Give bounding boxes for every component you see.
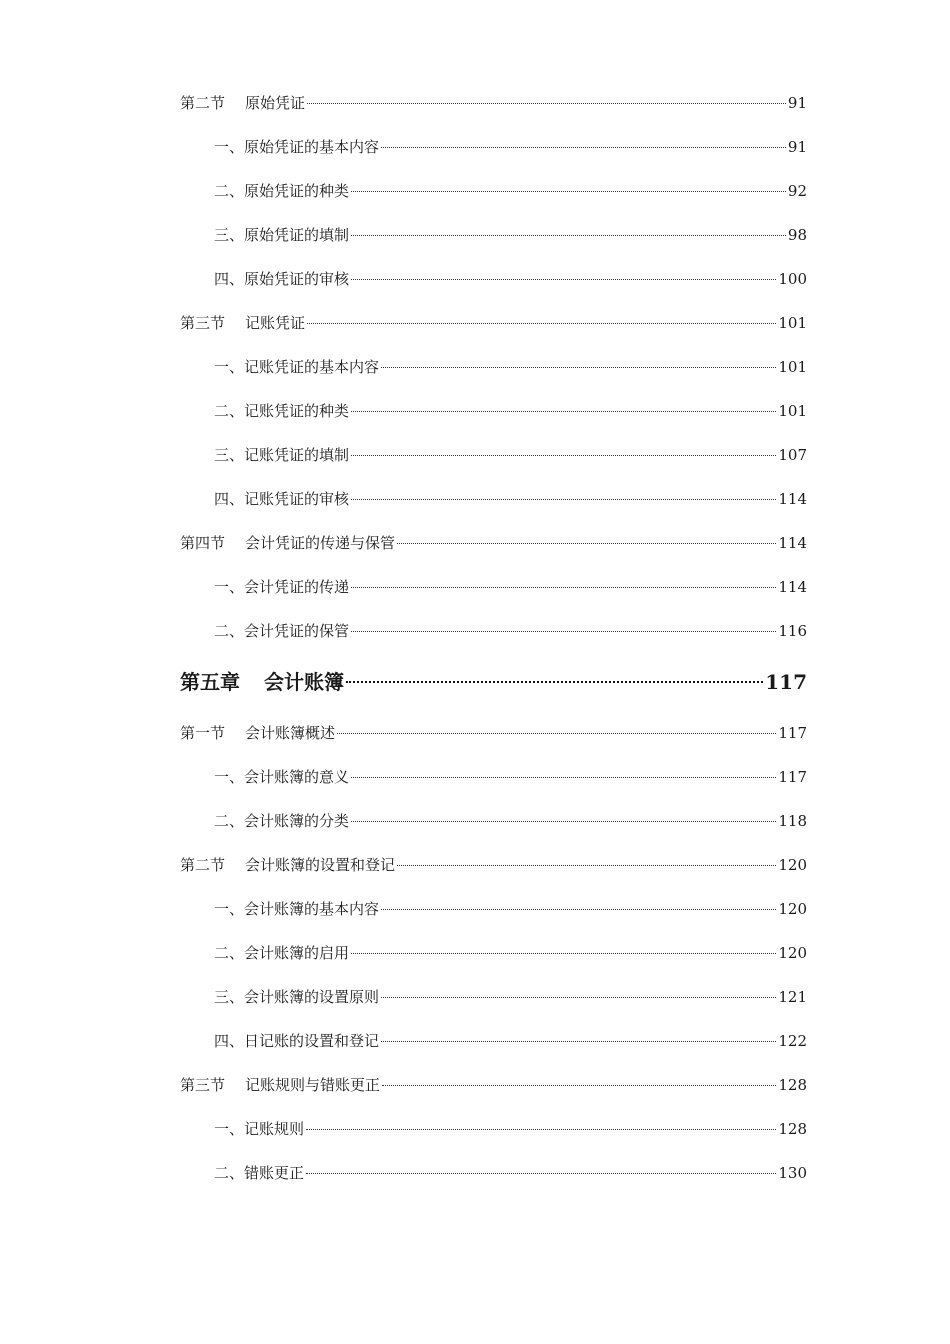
- toc-page-number: 121: [778, 988, 807, 1006]
- toc-entry-number: 第一节: [180, 724, 226, 742]
- toc-subsection-entry[interactable]: [180, 894, 807, 938]
- toc-page-number: 91: [787, 138, 807, 156]
- toc-page-number: 114: [778, 490, 807, 508]
- toc-section-entry[interactable]: [180, 850, 807, 894]
- toc-entry-number: 一、: [214, 138, 245, 156]
- toc-subsection-entry[interactable]: [180, 440, 807, 484]
- toc-dot-leader: [306, 1173, 776, 1174]
- toc-entry-title: 会计凭证的传递: [244, 578, 350, 596]
- toc-subsection-entry[interactable]: [180, 352, 807, 396]
- toc-entry-title: 会计账簿: [264, 670, 344, 694]
- toc-page-number: 100: [778, 270, 807, 288]
- toc-entry-title: 记账凭证的基本内容: [244, 358, 380, 376]
- toc-entry-number: 二、: [214, 944, 245, 962]
- toc-dot-leader: [307, 103, 786, 104]
- toc-subsection-entry[interactable]: [180, 220, 807, 264]
- toc-page-number: 107: [778, 446, 807, 464]
- toc-entry-number: 第五章: [180, 670, 240, 694]
- toc-subsection-entry[interactable]: [180, 762, 807, 806]
- toc-dot-leader: [351, 587, 776, 588]
- toc-page-number: 117: [765, 670, 807, 694]
- toc-page-number: 98: [787, 226, 807, 244]
- toc-entry-number: 第四节: [180, 534, 226, 552]
- toc-page-number: 120: [778, 900, 807, 918]
- toc-entry-title: 记账规则: [244, 1120, 305, 1138]
- toc-dot-leader: [351, 235, 786, 236]
- toc-entry-title: 会计账簿的启用: [244, 944, 350, 962]
- toc-dot-leader: [381, 147, 786, 148]
- toc-section-entry[interactable]: [180, 1070, 807, 1114]
- toc-entry-number: 第三节: [180, 314, 226, 332]
- toc-entry-number: 二、: [214, 622, 245, 640]
- toc-entry-title: 记账凭证: [245, 314, 306, 332]
- toc-entry-number: 三、: [214, 988, 245, 1006]
- toc-entry-number: 四、: [214, 1032, 245, 1050]
- toc-page-number: 128: [778, 1120, 807, 1138]
- toc-entry-number: 二、: [214, 1164, 245, 1182]
- toc-section-entry[interactable]: [180, 88, 807, 132]
- toc-subsection-entry[interactable]: [180, 1158, 807, 1202]
- toc-page-number: 101: [778, 314, 807, 332]
- toc-section-entry[interactable]: [180, 718, 807, 762]
- toc-subsection-entry[interactable]: [180, 176, 807, 220]
- toc-entry-number: 四、: [214, 490, 245, 508]
- toc-page-number: 128: [778, 1076, 807, 1094]
- toc-dot-leader: [382, 1085, 776, 1086]
- toc-section-entry[interactable]: [180, 308, 807, 352]
- toc-entry-number: 二、: [214, 812, 245, 830]
- toc-entry-number: 一、: [214, 768, 245, 786]
- toc-entry-number: 第二节: [180, 856, 226, 874]
- toc-entry-title: 原始凭证的填制: [244, 226, 350, 244]
- toc-page-number: 120: [778, 856, 807, 874]
- toc-dot-leader: [351, 279, 776, 280]
- toc-entry-title: 原始凭证: [245, 94, 306, 112]
- toc-dot-leader: [351, 821, 776, 822]
- toc-dot-leader: [351, 455, 776, 456]
- toc-entry-title: 错账更正: [244, 1164, 305, 1182]
- toc-subsection-entry[interactable]: [180, 1114, 807, 1158]
- toc-page-number: 101: [778, 402, 807, 420]
- toc-entry-title: 原始凭证的基本内容: [244, 138, 380, 156]
- table-of-contents: [180, 88, 807, 1202]
- toc-page-number: 101: [778, 358, 807, 376]
- toc-page-number: 122: [778, 1032, 807, 1050]
- toc-entry-title: 记账凭证的审核: [244, 490, 350, 508]
- toc-page-number: 120: [778, 944, 807, 962]
- toc-dot-leader: [346, 681, 763, 683]
- toc-subsection-entry[interactable]: [180, 484, 807, 528]
- toc-entry-number: 一、: [214, 578, 245, 596]
- toc-dot-leader: [397, 865, 776, 866]
- toc-entry-number: 第二节: [180, 94, 226, 112]
- toc-dot-leader: [381, 1041, 776, 1042]
- toc-subsection-entry[interactable]: [180, 616, 807, 660]
- toc-dot-leader: [351, 777, 776, 778]
- toc-page-number: 92: [787, 182, 807, 200]
- toc-entry-title: 会计凭证的传递与保管: [245, 534, 396, 552]
- toc-dot-leader: [306, 1129, 776, 1130]
- toc-entry-number: 一、: [214, 1120, 245, 1138]
- toc-entry-number: 一、: [214, 900, 245, 918]
- toc-entry-title: 记账凭证的种类: [244, 402, 350, 420]
- toc-dot-leader: [337, 733, 776, 734]
- toc-dot-leader: [351, 191, 786, 192]
- toc-subsection-entry[interactable]: [180, 572, 807, 616]
- toc-page-number: 118: [778, 812, 807, 830]
- toc-dot-leader: [351, 499, 776, 500]
- toc-subsection-entry[interactable]: [180, 806, 807, 850]
- toc-page-number: 114: [778, 578, 807, 596]
- toc-entry-number: 三、: [214, 446, 245, 464]
- toc-page-number: 117: [778, 768, 807, 786]
- toc-section-entry[interactable]: [180, 528, 807, 572]
- toc-subsection-entry[interactable]: [180, 1026, 807, 1070]
- toc-entry-title: 记账规则与错账更正: [245, 1076, 381, 1094]
- toc-entry-title: 记账凭证的填制: [244, 446, 350, 464]
- toc-chapter-entry[interactable]: [180, 660, 807, 718]
- toc-entry-number: 四、: [214, 270, 245, 288]
- toc-page-number: 114: [778, 534, 807, 552]
- toc-entry-title: 会计账簿的基本内容: [244, 900, 380, 918]
- toc-page-number: 91: [787, 94, 807, 112]
- toc-subsection-entry[interactable]: [180, 982, 807, 1026]
- toc-entry-title: 会计账簿的设置原则: [244, 988, 380, 1006]
- toc-dot-leader: [351, 631, 776, 632]
- toc-dot-leader: [381, 367, 776, 368]
- toc-entry-title: 会计账簿的设置和登记: [245, 856, 396, 874]
- toc-dot-leader: [381, 909, 776, 910]
- toc-dot-leader: [397, 543, 776, 544]
- toc-entry-title: 会计账簿的分类: [244, 812, 350, 830]
- toc-subsection-entry[interactable]: [180, 132, 807, 176]
- toc-entry-title: 日记账的设置和登记: [244, 1032, 380, 1050]
- toc-entry-title: 会计账簿概述: [245, 724, 336, 742]
- toc-entry-title: 原始凭证的审核: [244, 270, 350, 288]
- toc-dot-leader: [351, 411, 776, 412]
- toc-entry-title: 原始凭证的种类: [244, 182, 350, 200]
- toc-entry-number: 第三节: [180, 1076, 226, 1094]
- toc-page-number: 130: [778, 1164, 807, 1182]
- toc-entry-title: 会计账簿的意义: [244, 768, 350, 786]
- toc-entry-number: 二、: [214, 182, 245, 200]
- toc-subsection-entry[interactable]: [180, 396, 807, 440]
- toc-page-number: 116: [778, 622, 807, 640]
- toc-subsection-entry[interactable]: [180, 938, 807, 982]
- toc-entry-title: 会计凭证的保管: [244, 622, 350, 640]
- toc-subsection-entry[interactable]: [180, 264, 807, 308]
- toc-dot-leader: [381, 997, 776, 998]
- toc-page-number: 117: [778, 724, 807, 742]
- toc-entry-number: 一、: [214, 358, 245, 376]
- toc-entry-number: 三、: [214, 226, 245, 244]
- toc-dot-leader: [307, 323, 776, 324]
- toc-entry-number: 二、: [214, 402, 245, 420]
- toc-dot-leader: [351, 953, 776, 954]
